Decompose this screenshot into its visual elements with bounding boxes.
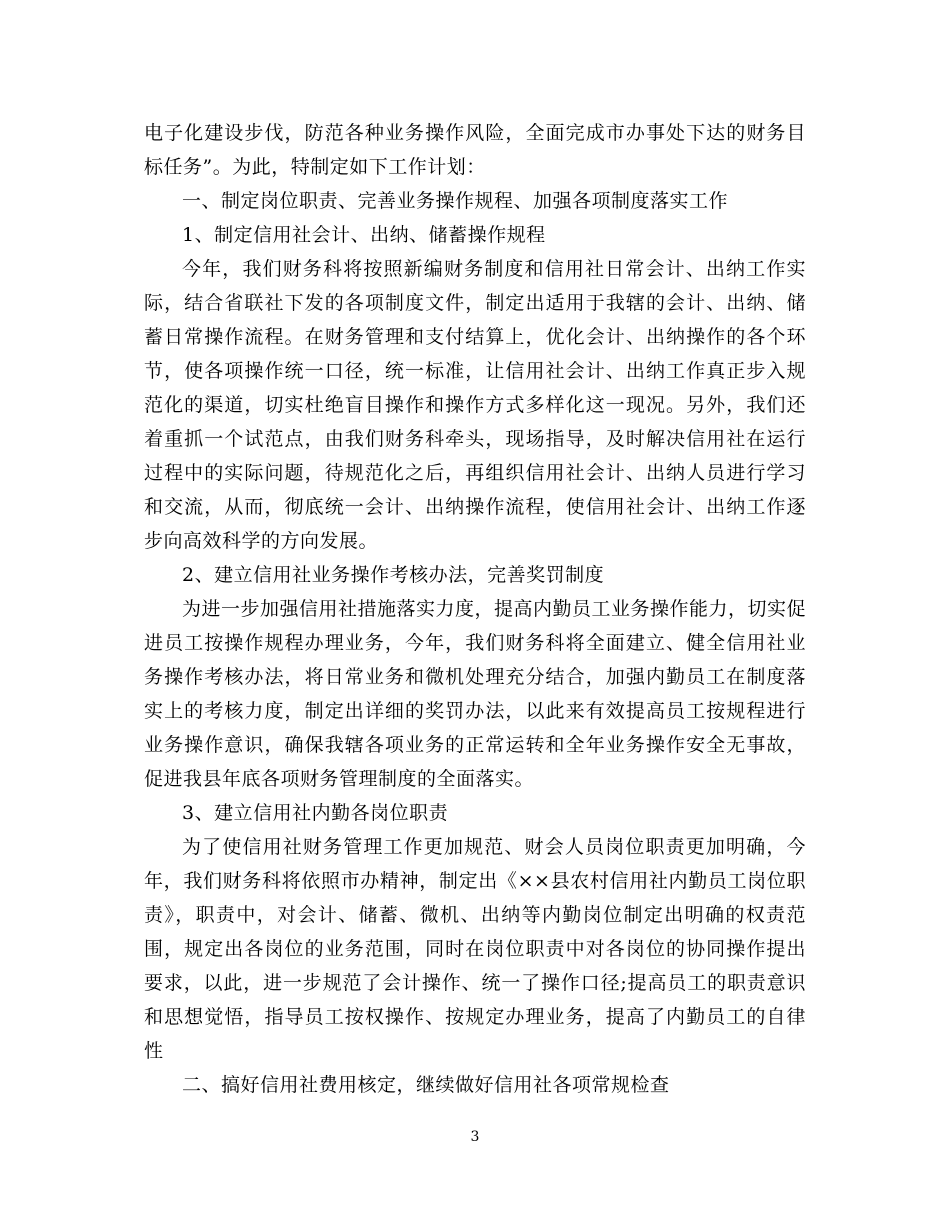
paragraph-post-responsibilities: 为了使信用社财务管理工作更加规范、财会人员岗位职责更加明确，今年，我们财务科将依照市办精神，制定出《××县农村信用社内勤员工岗位职责》，职责中，对会计、储蓄、微机、出纳等内勤岗位制定出明确的权责范围，规定出各岗位的业务范围，同时在岗位职责中对各岗位的协同操作提出要求，以此，进一步规范了会计操作、统一了操作口径;提高员工的职责意识和思想觉悟，指导员工按权操作、按规定办理业务，提高了内勤员工的自律性 — [144, 836, 806, 1062]
section-heading-2: 二、搞好信用社费用核定，继续做好信用社各项常规检查 — [182, 1074, 670, 1096]
document-body — [144, 116, 806, 1102]
paragraph-continuation: 电子化建设步伐，防范各种业务操作风险，全面完成市办事处下达的财务目标任务”。为此，特制定如下工作计划： — [144, 122, 806, 178]
paragraph-operating-procedures: 今年，我们财务科将按照新编财务制度和信用社日常会计、出纳工作实际，结合省联社下发的各项制度文件，制定出适用于我辖的会计、出纳、储蓄日常操作流程。在财务管理和支付结算上，优化会计、出纳操作的各个环节，使各项操作统一口径，统一标准，让信用社会计、出纳工作真正步入规范化的渠道，切实杜绝盲目操作和操作方式多样化这一现况。另外，我们还着重抓一个试范点，由我们财务科牵头，现场指导，及时解决信用社在运行过程中的实际问题，待规范化之后，再组织信用社会计、出纳人员进行学习和交流，从而，彻底统一会计、出纳操作流程，使信用社会计、出纳工作逐步向高效科学的方向发展。 — [144, 258, 806, 552]
subsection-heading-1: 1、制定信用社会计、出纳、储蓄操作规程 — [182, 224, 546, 246]
subsection-heading-2: 2、建立信用社业务操作考核办法，完善奖罚制度 — [182, 564, 605, 586]
page-number: 3 — [470, 1129, 480, 1145]
paragraph-assessment-methods: 为进一步加强信用社措施落实力度，提高内勤员工业务操作能力，切实促进员工按操作规程办理业务，今年，我们财务科将全面建立、健全信用社业务操作考核办法，将日常业务和微机处理充分结合，加强内勤员工在制度落实上的考核力度，制定出详细的奖罚办法，以此来有效提高员工按规程进行业务操作意识，确保我辖各项业务的正常运转和全年业务操作安全无事故，促进我县年底各项财务管理制度的全面落实。 — [144, 598, 807, 790]
section-heading-1: 一、制定岗位职责、完善业务操作规程、加强各项制度落实工作 — [182, 190, 729, 212]
subsection-heading-3: 3、建立信用社内勤各岗位职责 — [182, 802, 449, 824]
